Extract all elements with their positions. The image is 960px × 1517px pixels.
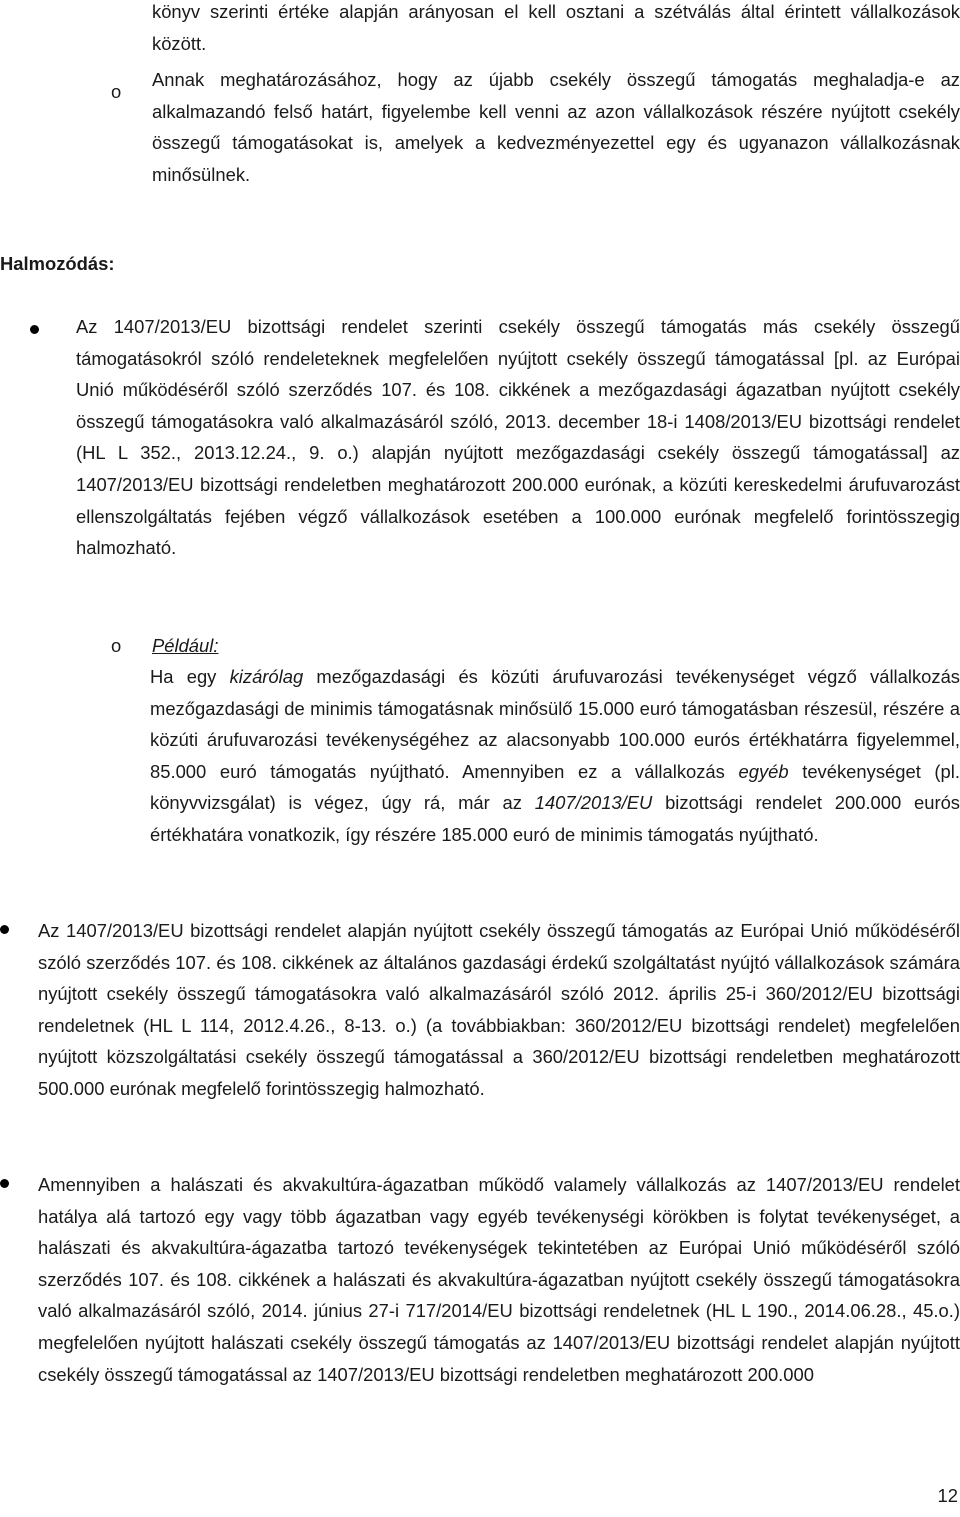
example-emphasis: 1407/2013/EU: [534, 792, 653, 814]
bullet-icon: [30, 325, 39, 334]
section-heading: Halmozódás:: [0, 253, 115, 274]
example-text: Ha egy: [150, 666, 230, 687]
example-text: mezőgazdasági és közúti árufuvarozási tevékenységet végző vállalkozás mezőgazdasági de minimis támogatásnak minősülő 15.000 euró támogatásban részesül, részére a közúti árufuvarozási tevékenységéhez az alacsonyabb 100.000 eurós értékhatárra figyelemmel, 85.000 euró támogatás nyújtható. Amennyiben ez a vállalkozás: [150, 666, 960, 782]
example-text: tevékenységet (pl. könyvvizsgálat) is végez, úgy rá, már az: [150, 760, 960, 814]
bullet-paragraph-2: Az 1407/2013/EU bizottsági rendelet alapján nyújtott csekély összegű támogatás az Európai Unió működéséről szóló szerződés 107. és 108. cikkének az általános gazdasági érdekű szolgáltatást nyújtó vállalkozások számára nyújtott csekély összegű támogatásokra való alkalmazásáról szóló 2012. április 25-i 360/2012/EU bizottsági rendeletnek (HL L 114, 2012.4.26., 8-13. o.) (a továbbiakban: 360/2012/EU bizottsági rendelet) megfelelően nyújtott közszolgáltatási csekély összegű támogatással a 360/2012/EU bizottsági rendeletben meghatározott 500.000 eurónak megfelelő forintösszegig halmozható.: [38, 920, 960, 1099]
example-label: Például:: [152, 635, 219, 656]
page-number: 12: [937, 1485, 958, 1506]
example-emphasis: kizárólag: [229, 666, 304, 687]
continuation-paragraph: könyv szerinti értéke alapján arányosan el kell osztani a szétválás által érintett vállalkozások között.: [152, 1, 960, 54]
example-emphasis: egyéb: [738, 760, 789, 782]
bullet-icon: [0, 1179, 9, 1188]
example-text: bizottsági rendelet 200.000 eurós értékhatára vonatkozik, így részére 185.000 euró de minimis támogatás nyújtható.: [150, 792, 960, 845]
bullet-paragraph-3: Amennyiben a halászati és akvakultúra-ágazatban működő valamely vállalkozás az 1407/2013/EU rendelet hatálya alá tartozó egy vagy több ágazatban vagy egyéb tevékenységi körökben is folytat tevékenységet, a halászati és akvakultúra-ágazatba tartozó tevékenységek tekintetében az Európai Unió működéséről szóló szerződés 107. és 108. cikkének a halászati és akvakultúra-ágazatban nyújtott csekély összegű támogatásokra való alkalmazásáról szóló, 2014. június 27-i 717/2014/EU bizottsági rendeletnek (HL L 190., 2014.06.28., 45.o.) megfelelően nyújtott halászati csekély összegű támogatás az 1407/2013/EU bizottsági rendelet alapján nyújtott csekély összegű támogatással az 1407/2013/EU bizottsági rendeletben meghatározott 200.000: [38, 1174, 960, 1385]
example-paragraph: [150, 661, 960, 851]
sub-bullet-marker: o: [111, 635, 122, 656]
bullet-icon: [0, 925, 9, 934]
sub-bullet-marker: o: [111, 81, 122, 102]
sub-item-paragraph: Annak meghatározásához, hogy az újabb csekély összegű támogatás meghaladja-e az alkalmazandó felső határt, figyelembe kell venni az azon vállalkozások részére nyújtott csekély összegű támogatásokat is, amelyek a kedvezményezettel egy és ugyanazon vállalkozásnak minősülnek.: [152, 69, 960, 185]
bullet-paragraph-1: Az 1407/2013/EU bizottsági rendelet szerinti csekély összegű támogatás más csekély összegű támogatásokról szóló rendeleteknek megfelelően nyújtott csekély összegű támogatással [pl. az Európai Unió működéséről szóló szerződés 107. és 108. cikkének a mezőgazdasági ágazatban nyújtott csekély összegű támogatásokra való alkalmazásáról szóló, 2013. december 18-i 1408/2013/EU bizottsági rendelet (HL L 352., 2013.12.24., 9. o.) alapján nyújtott mezőgazdasági csekély összegű támogatással] az 1407/2013/EU bizottsági rendeletben meghatározott 200.000 eurónak, a közúti kereskedelmi árufuvarozást ellenszolgáltatás fejében végző vállalkozások esetében a 100.000 eurónak megfelelő forintösszegig halmozható.: [76, 316, 960, 559]
